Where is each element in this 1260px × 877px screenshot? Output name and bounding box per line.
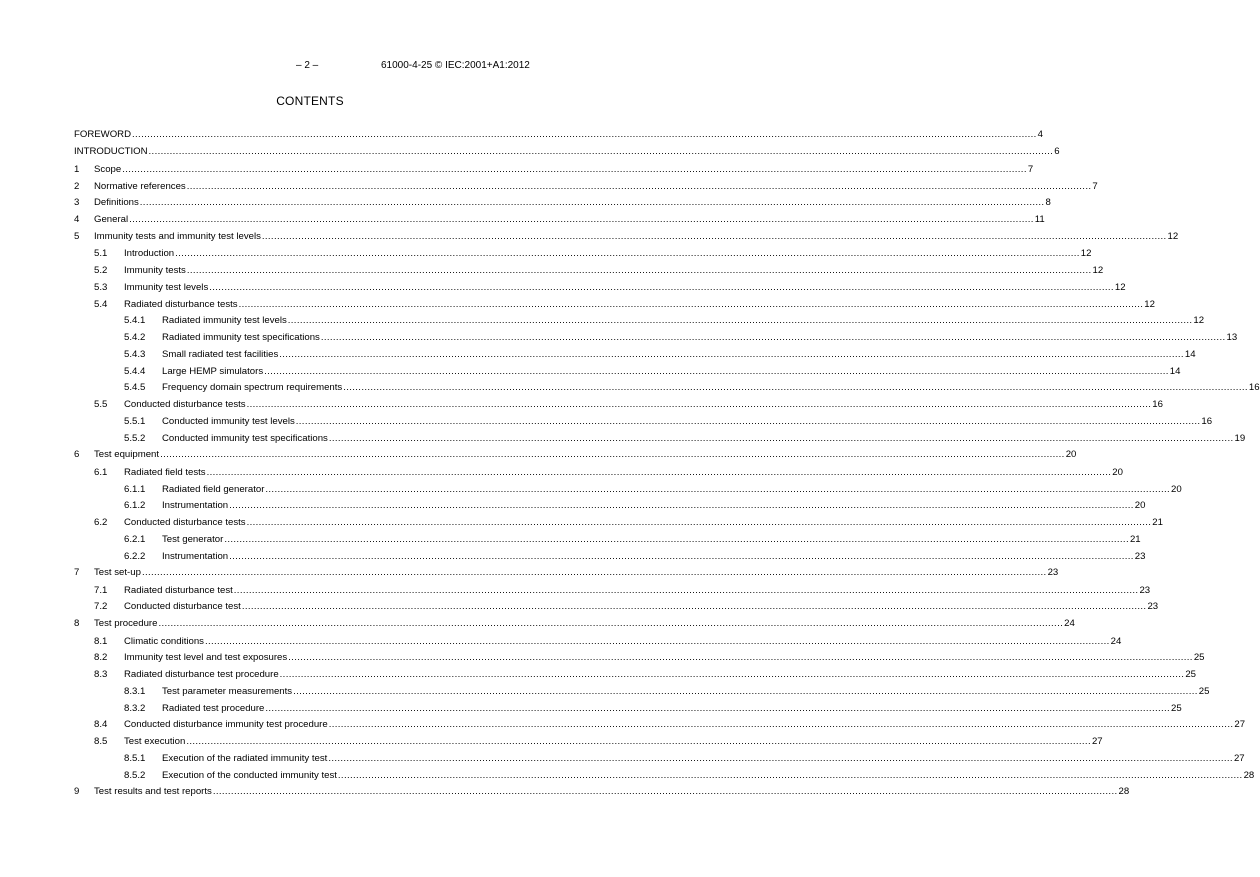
toc-entry-title: Large HEMP simulators — [162, 365, 264, 377]
toc-entry[interactable] — [74, 399, 1163, 416]
toc-entry-number: 8.4 — [94, 719, 108, 731]
toc-entry[interactable] — [74, 466, 1123, 484]
dot-leader: ............................................................................................................................................................................................................................................................................................................ — [229, 500, 1134, 512]
toc-entry-number: 5.5.2 — [124, 432, 146, 444]
dot-leader: ............................................................................................................................................................................................................................................................................................................ — [265, 702, 1171, 714]
dot-leader: ............................................................................................................................................................................................................................................................................................................ — [206, 466, 1112, 478]
toc-entry-title: Immunity tests — [124, 265, 186, 277]
toc-entry-title: Conducted immunity test levels — [162, 415, 295, 427]
toc-entry-number: 7.2 — [94, 601, 108, 613]
toc-entry-number: 5.4.1 — [124, 315, 146, 327]
toc-entry-number: 5.4.3 — [124, 348, 146, 360]
dot-leader: ............................................................................................................................................................................................................................................................................................................ — [224, 533, 1129, 545]
toc-entry-number: 9 — [74, 786, 80, 798]
toc-entry-title: Introduction — [124, 248, 175, 260]
toc-entry-number: 5.1 — [94, 248, 108, 260]
toc-entry-number: 8.3.2 — [124, 702, 146, 714]
toc-entry[interactable] — [74, 432, 1246, 450]
dot-leader: ............................................................................................................................................................................................................................................................................................................ — [328, 752, 1233, 764]
toc-entry[interactable] — [74, 382, 1260, 399]
dot-leader: ............................................................................................................................................................................................................................................................................................................ — [209, 281, 1114, 293]
toc-entry-title: Radiated disturbance tests — [124, 298, 238, 310]
dot-leader: ............................................................................................................................................................................................................................................................................................................ — [122, 163, 1027, 175]
toc-entry-page: 23 — [1147, 601, 1159, 613]
toc-entry[interactable] — [74, 500, 1146, 517]
toc-entry-page: 20 — [1112, 466, 1123, 478]
toc-entry-number: 6.2.1 — [124, 533, 146, 545]
dot-leader: ............................................................................................................................................................................................................................................................................................................ — [204, 635, 1110, 647]
toc-entry-number: 6.2 — [94, 517, 108, 528]
dot-leader: ............................................................................................................................................................................................................................................................................................................ — [279, 669, 1185, 681]
toc-entry[interactable] — [74, 298, 1155, 316]
toc-entry[interactable] — [74, 635, 1122, 653]
toc-entry-title: Test results and test reports — [94, 786, 212, 798]
toc-entry[interactable] — [74, 332, 1238, 349]
toc-entry-page: 14 — [1184, 348, 1196, 360]
dot-leader: ............................................................................................................................................................................................................................................................................................................ — [295, 415, 1201, 427]
toc-entry[interactable] — [74, 265, 1104, 282]
toc-entry-title: Execution of the radiated immunity test — [162, 752, 328, 764]
toc-entry[interactable] — [74, 652, 1205, 669]
toc-entry[interactable] — [74, 214, 1045, 231]
toc-entry-page: 13 — [1226, 332, 1238, 344]
toc-entry-title: Radiated field generator — [162, 483, 265, 495]
dot-leader: ............................................................................................................................................................................................................................................................................................................ — [293, 685, 1198, 697]
toc-entry-number: 8 — [74, 618, 80, 630]
toc-entry-page: 12 — [1144, 298, 1155, 310]
toc-entry-page: 24 — [1110, 635, 1122, 647]
toc-entry-page: 12 — [1167, 230, 1179, 242]
toc-entry-title: Immunity test level and test exposures — [124, 652, 288, 664]
toc-entry[interactable] — [74, 719, 1246, 736]
dot-leader: ............................................................................................................................................................................................................................................................................................................ — [238, 298, 1144, 310]
dot-leader: ............................................................................................................................................................................................................................................................................................................ — [287, 315, 1193, 327]
table-of-contents — [74, 129, 1260, 803]
toc-entry-page: 27 — [1233, 752, 1245, 764]
dot-leader: ............................................................................................................................................................................................................................................................................................................ — [148, 146, 1054, 158]
toc-entry-page: 20 — [1134, 500, 1146, 512]
toc-entry[interactable] — [74, 129, 1044, 146]
toc-entry-title: Climatic conditions — [124, 635, 204, 647]
toc-entry-number: 5.5 — [94, 399, 108, 411]
toc-entry-page: 27 — [1234, 719, 1246, 731]
toc-entry[interactable] — [74, 348, 1196, 366]
toc-entry-page: 25 — [1171, 702, 1182, 714]
toc-entry-page: 23 — [1134, 550, 1146, 562]
dot-leader: ............................................................................................................................................................................................................................................................................................................ — [337, 769, 1243, 781]
toc-entry-title: Radiated field tests — [124, 466, 206, 478]
toc-entry-title: Execution of the conducted immunity test — [162, 769, 337, 781]
toc-entry-page: 16 — [1152, 399, 1163, 411]
toc-entry-title: Conducted disturbance tests — [124, 517, 246, 528]
toc-entry-page: 23 — [1139, 584, 1151, 596]
dot-leader: ............................................................................................................................................................................................................................................................................................................ — [175, 248, 1080, 260]
toc-entry-page: 12 — [1193, 315, 1205, 327]
toc-entry-page: 21 — [1152, 517, 1163, 528]
dot-leader: ............................................................................................................................................................................................................................................................................................................ — [186, 180, 1092, 192]
toc-entry[interactable] — [74, 533, 1141, 551]
toc-entry-number: 8.5 — [94, 736, 108, 748]
dot-leader: ............................................................................................................................................................................................................................................................................................................ — [129, 214, 1034, 226]
toc-entry-number: 6.2.2 — [124, 550, 146, 562]
toc-entry-title: INTRODUCTION — [74, 146, 148, 158]
dot-leader: ............................................................................................................................................................................................................................................................................................................ — [233, 584, 1139, 596]
toc-entry-number: 5.3 — [94, 281, 108, 293]
page-number: – 2 – — [296, 60, 319, 71]
toc-entry-number: 5 — [74, 230, 80, 242]
toc-entry[interactable] — [74, 736, 1103, 753]
toc-entry-number: 2 — [74, 180, 80, 192]
toc-entry-page: 28 — [1118, 786, 1130, 798]
toc-entry[interactable] — [74, 281, 1126, 299]
toc-entry-page: 16 — [1201, 415, 1213, 427]
toc-entry-number: 8.3 — [94, 669, 108, 681]
toc-entry-page: 4 — [1037, 129, 1044, 140]
toc-entry[interactable] — [74, 702, 1182, 720]
toc-entry[interactable] — [74, 248, 1092, 265]
dot-leader: ............................................................................................................................................................................................................................................................................................................ — [241, 601, 1147, 613]
toc-entry-title: Conducted disturbance test — [124, 601, 241, 613]
document-reference: 61000-4-25 © IEC:2001+A1:2012 — [381, 60, 530, 71]
toc-entry-number: 8.5.2 — [124, 769, 146, 781]
dot-leader: ............................................................................................................................................................................................................................................................................................................ — [343, 382, 1248, 394]
toc-entry[interactable] — [74, 163, 1034, 181]
dot-leader: ............................................................................................................................................................................................................................................................................................................ — [261, 230, 1167, 242]
toc-entry-page: 12 — [1092, 265, 1104, 277]
dot-leader: ............................................................................................................................................................................................................................................................................................................ — [264, 365, 1169, 377]
toc-entry-title: Conducted disturbance tests — [124, 399, 246, 411]
toc-entry[interactable] — [74, 230, 1179, 248]
toc-entry-title: Radiated immunity test specifications — [162, 332, 320, 344]
dot-leader: ............................................................................................................................................................................................................................................................................................................ — [279, 348, 1184, 360]
toc-entry[interactable] — [74, 197, 1051, 214]
toc-entry-title: Small radiated test facilities — [162, 348, 279, 360]
toc-entry-number: 8.3.1 — [124, 685, 146, 697]
toc-entry-page: 27 — [1091, 736, 1103, 748]
toc-entry-page: 23 — [1047, 567, 1059, 579]
toc-entry[interactable] — [74, 584, 1151, 602]
toc-entry-title: Radiated test procedure — [162, 702, 265, 714]
toc-entry-page: 14 — [1169, 365, 1181, 377]
toc-entry-page: 8 — [1045, 197, 1051, 209]
toc-entry-page: 28 — [1243, 769, 1255, 781]
toc-entry-number: 8.1 — [94, 635, 108, 647]
toc-entry-title: Immunity test levels — [124, 281, 209, 293]
toc-entry-page: 24 — [1064, 618, 1075, 630]
dot-leader: ............................................................................................................................................................................................................................................................................................................ — [328, 432, 1234, 444]
dot-leader: ............................................................................................................................................................................................................................................................................................................ — [246, 517, 1152, 528]
page-title: CONTENTS — [276, 94, 344, 108]
toc-entry-title: FOREWORD — [74, 129, 132, 140]
toc-entry-number: 5.5.1 — [124, 415, 146, 427]
toc-entry[interactable] — [74, 180, 1098, 198]
dot-leader: ............................................................................................................................................................................................................................................................................................................ — [328, 719, 1234, 731]
dot-leader: ............................................................................................................................................................................................................................................................................................................ — [186, 736, 1091, 748]
toc-entry-number: 3 — [74, 197, 80, 209]
toc-entry-page: 20 — [1065, 449, 1077, 461]
toc-entry-page: 25 — [1185, 669, 1196, 681]
toc-entry-number: 1 — [74, 163, 80, 175]
toc-entry-page: 12 — [1080, 248, 1092, 260]
toc-entry-number: 7 — [74, 567, 80, 579]
toc-entry-title: Frequency domain spectrum requirements — [162, 382, 343, 394]
toc-entry-page: 11 — [1034, 214, 1045, 226]
dot-leader: ............................................................................................................................................................................................................................................................................................................ — [229, 550, 1134, 562]
toc-entry-number: 6.1.2 — [124, 500, 146, 512]
toc-entry[interactable] — [74, 567, 1059, 584]
dot-leader: ............................................................................................................................................................................................................................................................................................................ — [158, 618, 1064, 630]
dot-leader: ............................................................................................................................................................................................................................................................................................................ — [288, 652, 1193, 664]
toc-entry-title: Test equipment — [94, 449, 160, 461]
toc-entry-title: Definitions — [94, 197, 139, 209]
toc-entry-number: 8.2 — [94, 652, 108, 664]
toc-entry-page: 20 — [1171, 483, 1182, 495]
toc-entry-number: 6.1 — [94, 466, 108, 478]
toc-entry-page: 6 — [1054, 146, 1060, 158]
toc-entry[interactable] — [74, 618, 1075, 635]
toc-entry[interactable] — [74, 146, 1060, 163]
toc-entry-page: 7 — [1092, 180, 1098, 192]
dot-leader: ............................................................................................................................................................................................................................................................................................................ — [141, 567, 1047, 579]
dot-leader: ............................................................................................................................................................................................................................................................................................................ — [139, 197, 1045, 209]
dot-leader: ............................................................................................................................................................................................................................................................................................................ — [246, 399, 1152, 411]
dot-leader: ............................................................................................................................................................................................................................................................................................................ — [212, 786, 1118, 798]
toc-entry-title: Conducted immunity test specifications — [162, 432, 328, 444]
dot-leader: ............................................................................................................................................................................................................................................................................................................ — [132, 129, 1037, 140]
toc-entry-number: 6.1.1 — [124, 483, 146, 495]
toc-entry[interactable] — [74, 752, 1245, 770]
toc-entry[interactable] — [74, 685, 1210, 703]
toc-entry-title: Test parameter measurements — [162, 685, 293, 697]
toc-entry-page: 7 — [1027, 163, 1034, 175]
toc-entry-title: Test procedure — [94, 618, 158, 630]
toc-entry[interactable] — [74, 517, 1163, 534]
toc-entry[interactable] — [74, 365, 1181, 383]
toc-entry-page: 19 — [1234, 432, 1246, 444]
toc-entry[interactable] — [74, 415, 1213, 433]
toc-entry-title: Test generator — [162, 533, 224, 545]
toc-entry[interactable] — [74, 769, 1255, 787]
toc-entry[interactable] — [74, 449, 1077, 466]
toc-entry-title: Radiated disturbance test procedure — [124, 669, 279, 681]
toc-entry-title: Test set-up — [94, 567, 141, 579]
toc-entry-title: Radiated disturbance test — [124, 584, 233, 596]
toc-entry-number: 6 — [74, 449, 80, 461]
toc-entry[interactable] — [74, 483, 1182, 501]
toc-entry-number: 5.4.2 — [124, 332, 146, 344]
toc-entry-title: Instrumentation — [162, 500, 229, 512]
toc-entry-number: 8.5.1 — [124, 752, 146, 764]
toc-entry-number: 5.4.5 — [124, 382, 146, 394]
toc-entry-title: Radiated immunity test levels — [162, 315, 287, 327]
dot-leader: ............................................................................................................................................................................................................................................................................................................ — [265, 483, 1171, 495]
toc-entry-title: Immunity tests and immunity test levels — [94, 230, 261, 242]
toc-entry-title: Instrumentation — [162, 550, 229, 562]
toc-entry-number: 7.1 — [94, 584, 108, 596]
toc-entry[interactable] — [74, 315, 1205, 332]
toc-entry-page: 25 — [1198, 685, 1210, 697]
toc-entry[interactable] — [74, 786, 1130, 803]
dot-leader: ............................................................................................................................................................................................................................................................................................................ — [320, 332, 1226, 344]
toc-entry-number: 5.2 — [94, 265, 108, 277]
toc-entry-page: 12 — [1114, 281, 1126, 293]
toc-entry-title: Scope — [94, 163, 122, 175]
toc-entry-number: 5.4.4 — [124, 365, 146, 377]
toc-entry-title: General — [94, 214, 129, 226]
toc-entry-number: 4 — [74, 214, 80, 226]
toc-entry-page: 25 — [1193, 652, 1205, 664]
toc-entry[interactable] — [74, 601, 1159, 618]
toc-entry-number: 5.4 — [94, 298, 108, 310]
toc-entry-page: 21 — [1129, 533, 1141, 545]
toc-entry-title: Conducted disturbance immunity test procedure — [124, 719, 328, 731]
dot-leader: ............................................................................................................................................................................................................................................................................................................ — [186, 265, 1092, 277]
toc-entry-title: Normative references — [94, 180, 186, 192]
toc-entry-title: Test execution — [124, 736, 186, 748]
toc-entry[interactable] — [74, 669, 1196, 686]
toc-entry[interactable] — [74, 550, 1146, 568]
dot-leader: ............................................................................................................................................................................................................................................................................................................ — [160, 449, 1065, 461]
toc-entry-page: 16 — [1248, 382, 1260, 394]
